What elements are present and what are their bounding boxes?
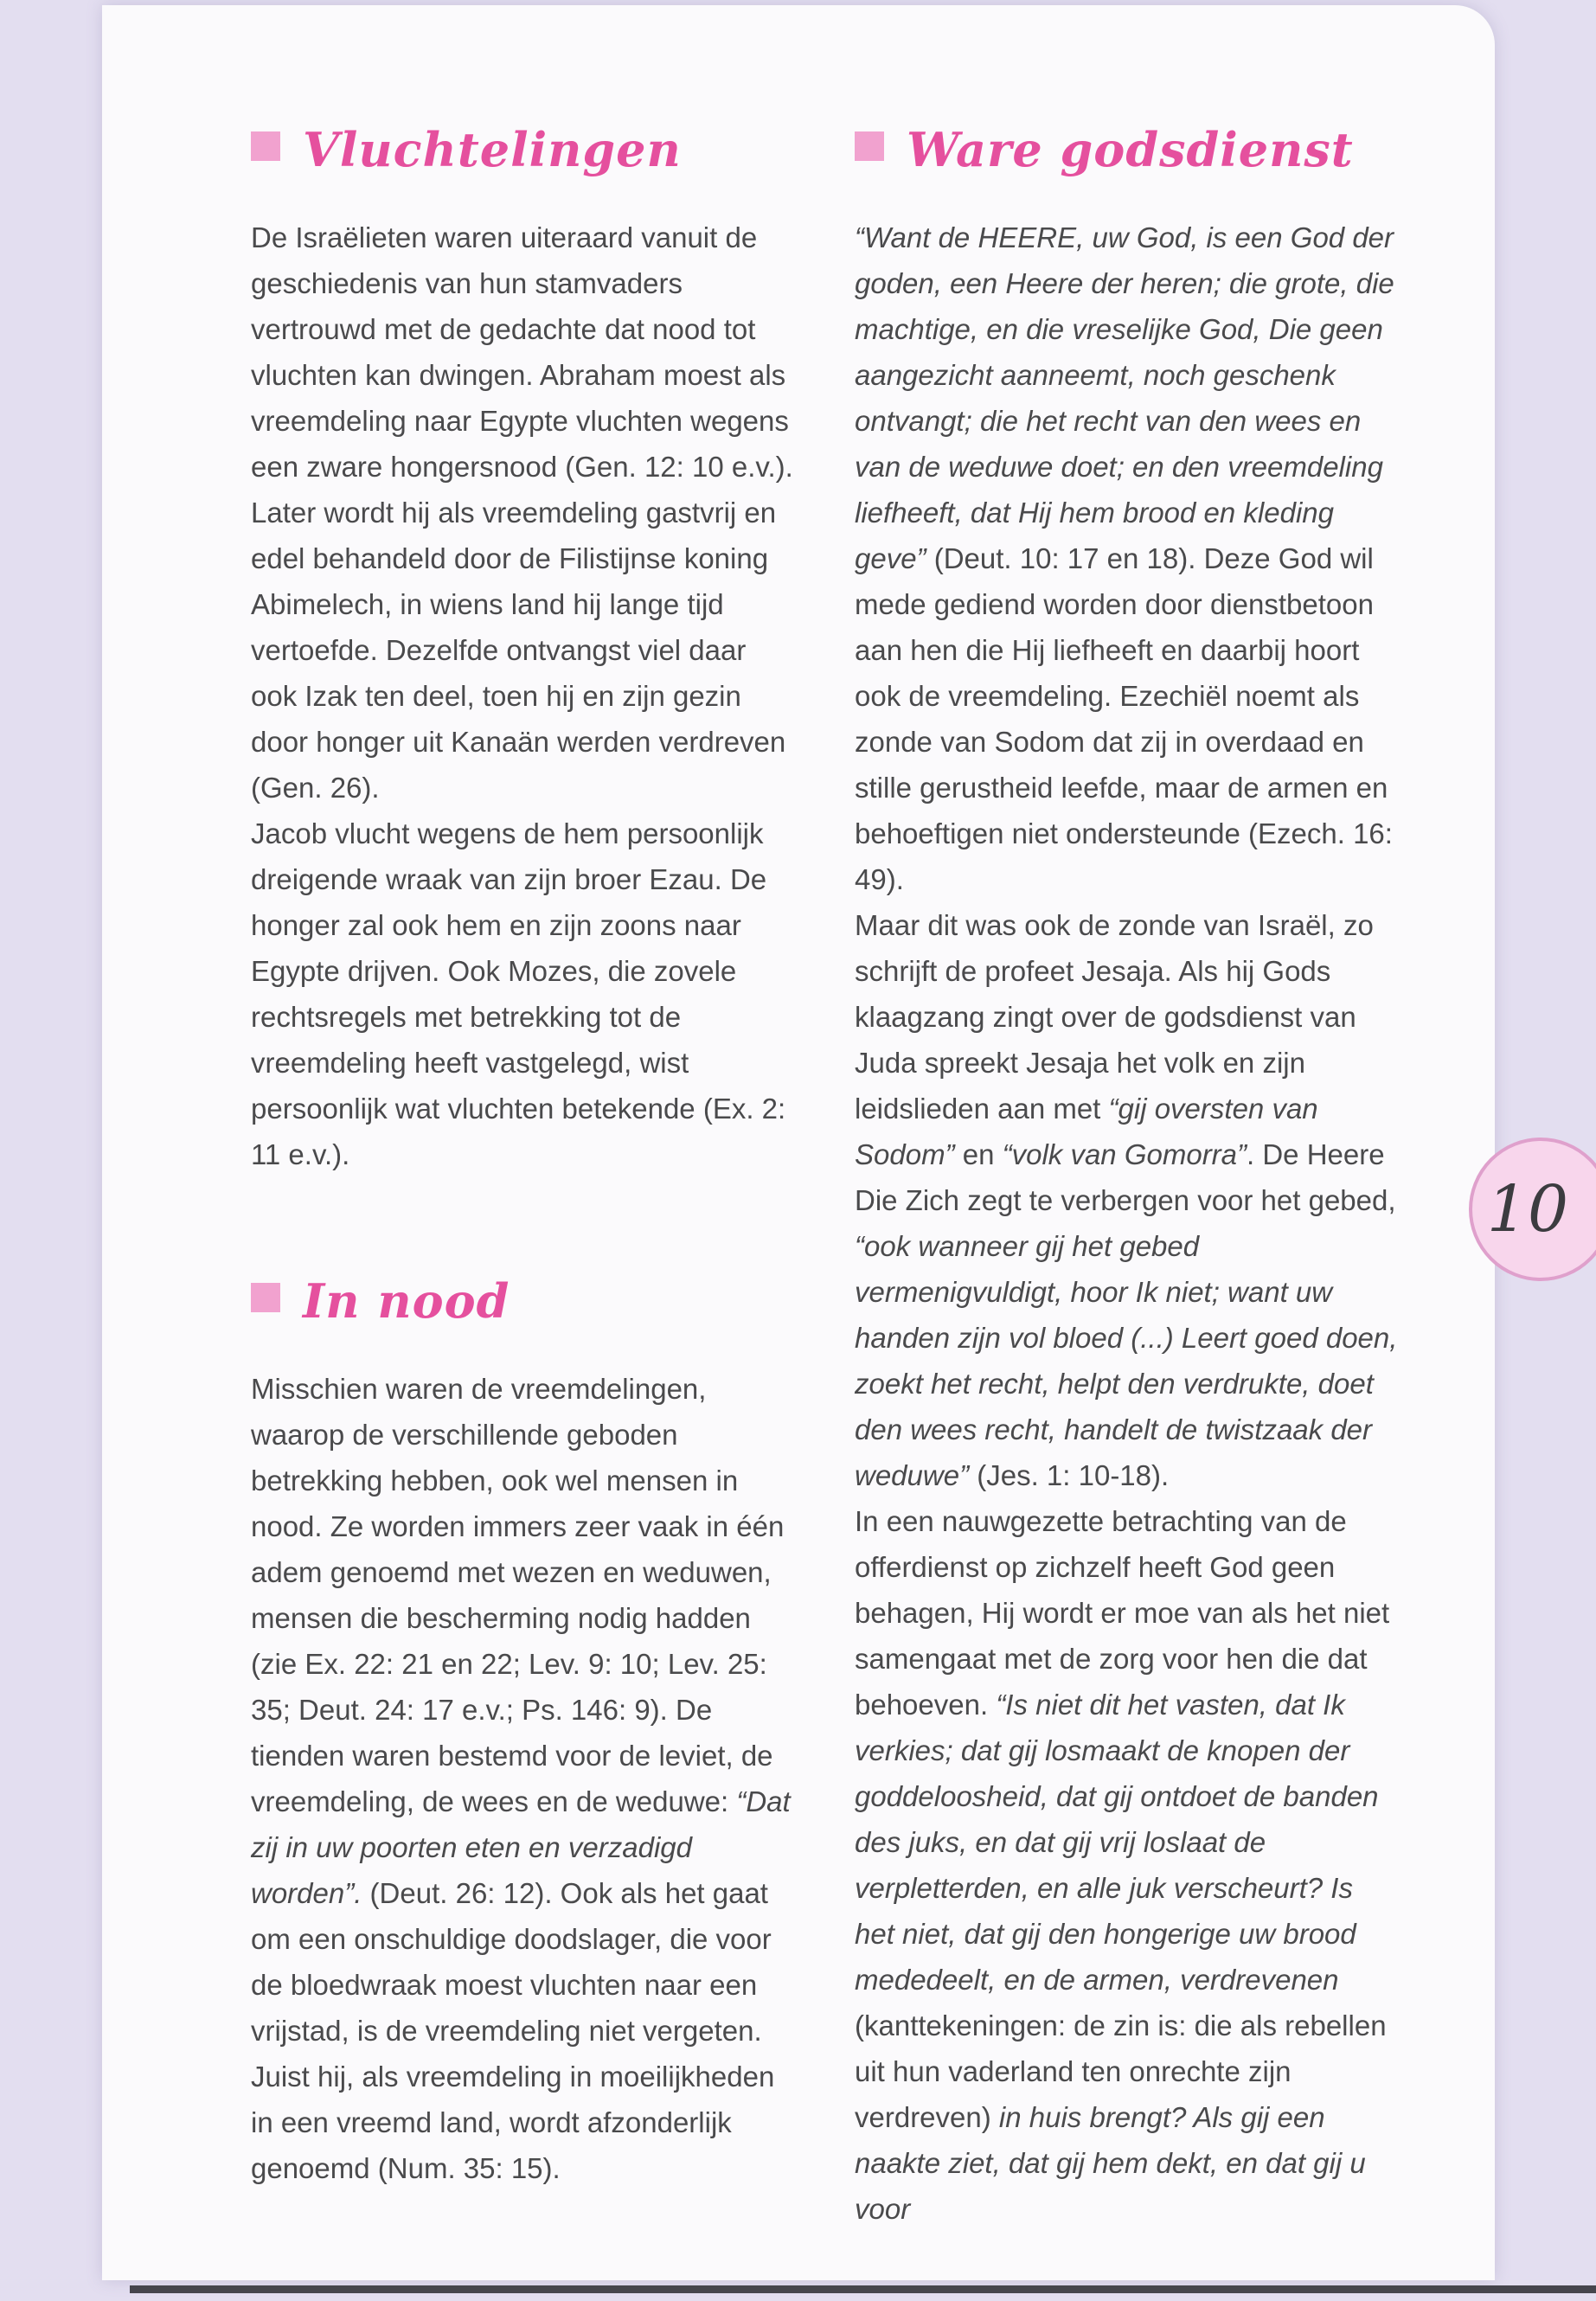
quote-text: “ook wanneer gij het gebed vermenigvuldigt, hoor Ik niet; want uw handen zijn vol bloed (...) Leert goed doen, zoekt het recht, helpt den verdrukte, doet den wees recht, handelt de twistzaak der weduwe” xyxy=(855,1230,1398,1491)
quote-text: “Want de HEERE, uw God, is een God der goden, een Heere der heren; die grote, die machtige, en die vreselijke God, Die geen aangezicht aanneemt, noch geschenk ontvangt; die het recht van den wees en van de weduwe doet; en den vreemdeling liefheeft, dat Hij hem brood en kleding geve” xyxy=(855,221,1394,574)
section-heading xyxy=(251,1272,796,1330)
body-text: De Israëlieten waren uiteraard vanuit de geschiedenis van hun stamvaders vertrouwd met de gedachte dat nood tot vluchten kan dwingen. Abraham moest als vreemdeling naar Egypte vluchten wegens een zware hongersnood (Gen. 12: 10 e.v.). Later wordt hij als vreemdeling gastvrij en edel behandeld door de Filistijnse koning Abimelech, in wiens land hij lange tijd vertoefde. Dezelfde ontvangst viel daar ook Izak ten deel, toen hij en zijn gezin door honger uit Kanaän werden verdreven (Gen. 26). xyxy=(251,221,793,804)
left-column xyxy=(251,121,796,2191)
body-text: (Jes. 1: 10-18). xyxy=(969,1459,1170,1491)
paragraph xyxy=(251,811,796,1177)
paragraph xyxy=(855,1498,1400,2232)
body-text: . De Heere Die Zich zegt te verbergen voor het gebed, xyxy=(855,1138,1396,1216)
quote-text: “volk van Gomorra” xyxy=(1002,1138,1247,1170)
body-text: Maar dit was ook de zonde van Israël, zo schrijft de profeet Jesaja. Als hij Gods klaagzang zingt over de godsdienst van Juda spreekt Jesaja het volk en zijn leidslieden aan met xyxy=(855,909,1374,1125)
body-text: In een nauwgezette betrachting van de offerdienst op zichzelf heeft God geen behagen, Hij wordt er moe van als het niet samengaat met de zorg voor hen die dat behoeven. xyxy=(855,1505,1390,1721)
body-text: Misschien waren de vreemdelingen, waarop de verschillende geboden betrekking hebben, ook wel mensen in nood. Ze worden immers zeer vaak in één adem genoemd met wezen en weduwen, mensen die bescherming nodig hadden (zie Ex. 22: 21 en 22; Lev. 9: 10; Lev. 25: 35; Deut. 24: 17 e.v.; Ps. 146: 9). De tienden waren bestemd voor de leviet, de vreemdeling, de wees en de weduwe: xyxy=(251,1373,785,1817)
body-text: (Deut. 10: 17 en 18). Deze God wil mede gediend worden door dienstbetoon aan hen die Hij liefheeft en daarbij hoort ook de vreemdeling. Ezechiël noemt als zonde van Sodom dat zij in overdaad en stille gerustheid leefde, maar de armen en behoeftigen niet ondersteunde (Ezech. 16: 49). xyxy=(855,542,1393,895)
right-column xyxy=(855,121,1400,2232)
pink-square-icon xyxy=(855,131,884,161)
body-text: (kanttekeningen: de zin is: die als rebellen uit hun vaderland ten onrechte zijn verdreven) xyxy=(855,2009,1387,2133)
quote-text: in huis brengt? Als gij een naakte ziet, dat gij hem dekt, en dat gij u voor xyxy=(855,2101,1366,2225)
section-heading xyxy=(251,121,796,178)
section-heading-text: Vluchtelingen xyxy=(303,122,682,177)
pink-square-icon xyxy=(251,1283,280,1312)
paragraph xyxy=(251,1366,796,2191)
paragraph xyxy=(855,902,1400,1498)
quote-text: “Is niet dit het vasten, dat Ik verkies; dat gij losmaakt de knopen der goddeloosheid, dat gij ontdoet de banden des juks, en dat gij vrij loslaat de verpletterden, en alle juk verscheurt? Is het niet, dat gij den hongerige uw brood mededeelt, en de armen, verdrevenen xyxy=(855,1689,1379,1996)
page-bottom-edge xyxy=(130,2285,1596,2293)
paragraph xyxy=(855,215,1400,902)
pink-square-icon xyxy=(251,131,280,161)
paragraph xyxy=(251,215,796,811)
page-number: 10 xyxy=(1486,1172,1569,1247)
section-heading-text: In nood xyxy=(303,1273,510,1329)
body-text: Jacob vlucht wegens de hem persoonlijk dreigende wraak van zijn broer Ezau. De honger zal ook hem en zijn zoons naar Egypte drijven. Ook Mozes, die zovele rechtsregels met betrekking tot de vreemdeling heeft vastgelegd, wist persoonlijk wat vluchten betekende (Ex. 2: 11 e.v.). xyxy=(251,817,786,1170)
section-heading-text: Ware godsdienst xyxy=(907,122,1354,177)
section-heading xyxy=(855,121,1400,178)
body-text: en xyxy=(954,1138,1003,1170)
document-page xyxy=(102,5,1495,2280)
quote-text: “gij oversten van Sodom” xyxy=(855,1093,1318,1170)
body-text: (Deut. 26: 12). Ook als het gaat om een onschuldige doodslager, die voor de bloedwraak moest vluchten naar een vrijstad, is de vreemdeling niet vergeten. Juist hij, als vreemdeling in moeilijkheden in een vreemd land, wordt afzonderlijk genoemd (Num. 35: 15). xyxy=(251,1877,775,2184)
quote-text: “Dat zij in uw poorten eten en verzadigd worden”. xyxy=(251,1785,791,1909)
